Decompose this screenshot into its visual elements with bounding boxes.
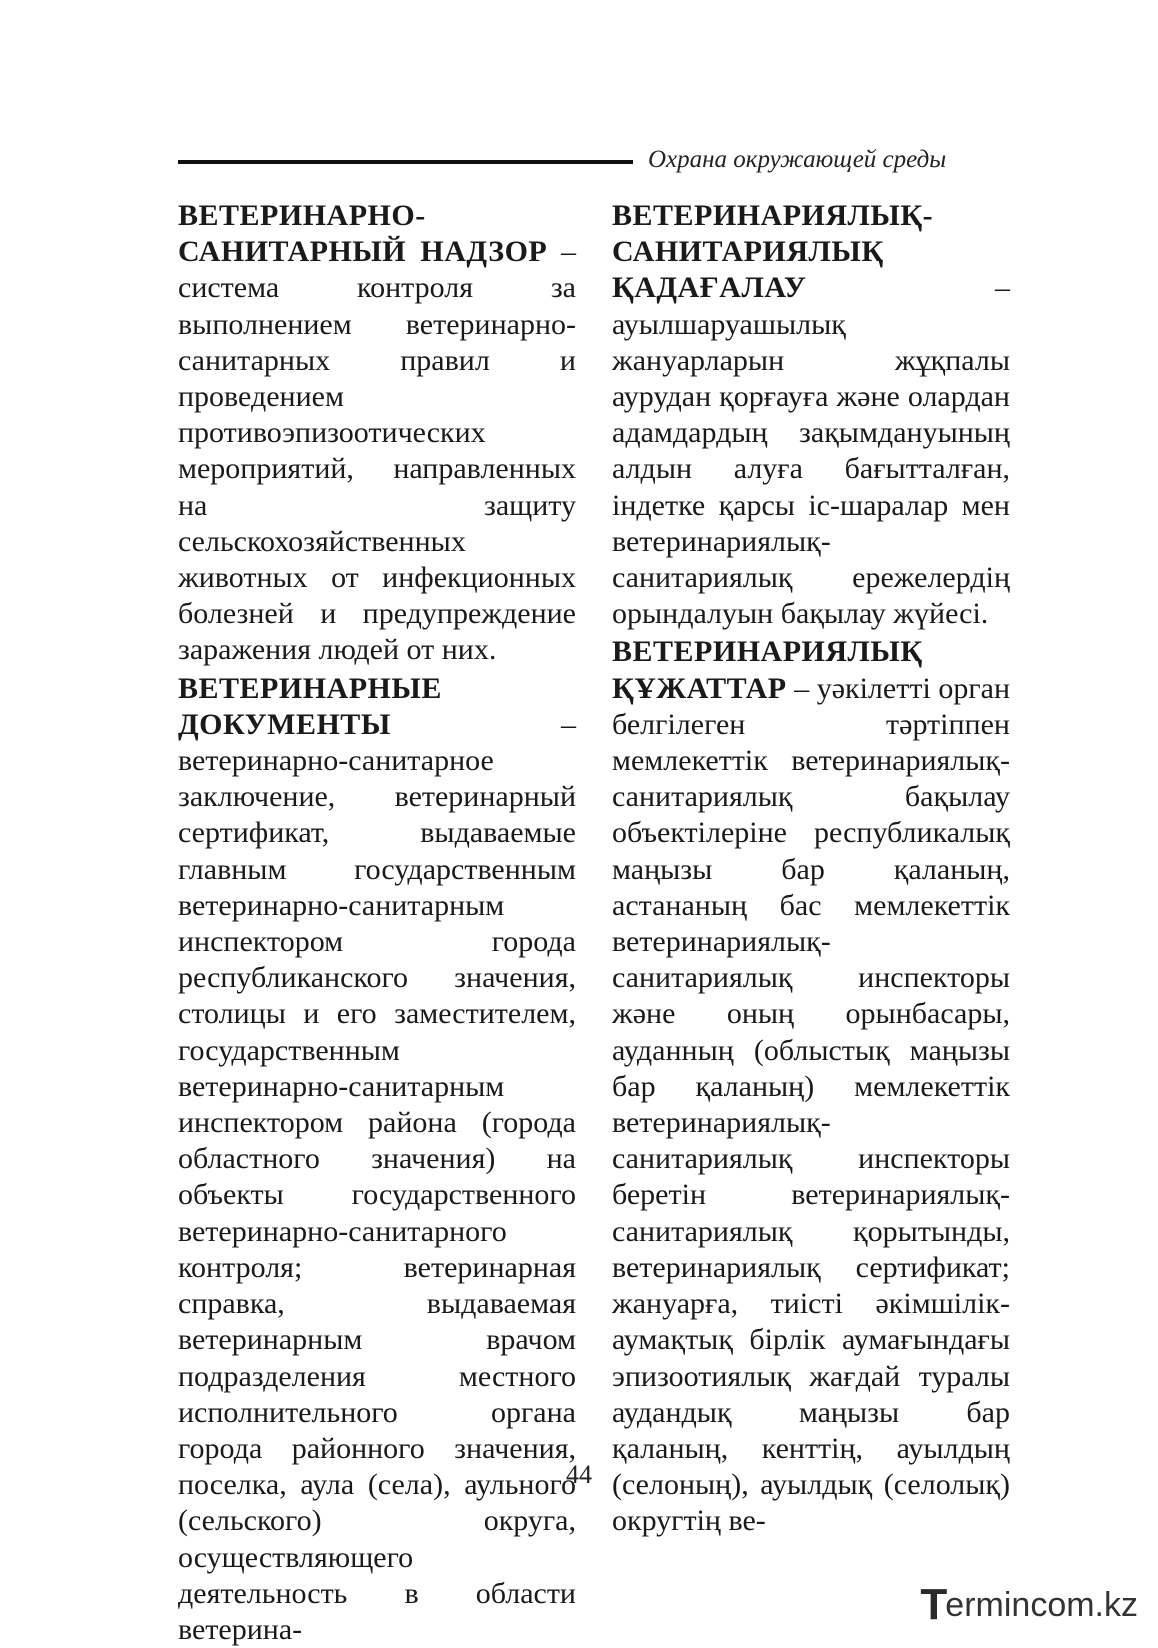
page-number: 44 xyxy=(566,1460,592,1489)
entry-term: ВЕТЕРИНАРИЯЛЫҚ ҚҰЖАТТАР xyxy=(612,635,923,705)
watermark-text: ermincom xyxy=(945,1585,1095,1624)
watermark-initial: T xyxy=(920,1580,948,1629)
header-rule xyxy=(178,160,633,164)
dictionary-entry xyxy=(178,671,576,1648)
watermark-suffix: .kz xyxy=(1094,1585,1138,1624)
dictionary-entry xyxy=(612,634,1010,1539)
entry-definition: – уәкілетті орган белгілеген тәртіппен мемлекеттік ветеринариялық-санитариялық бақылау объектілеріне республикалық маңызы бар қаланың, астананың бас мемлекеттік ветеринариялық-санитариялық инспекторы және оның орынбасары, ауданның (облыстық маңызы бар қаланың) мемлекеттік ветеринариялық-санитариялық инспекторы беретін ветеринариялық-санитариялық қорытынды, ветеринариялық сертификат; жануарға, тиісті әкімшілік-аумақтық бірлік аумағындағы эпизоотиялық жағдай туралы аудандық маңызы бар қаланың, кенттің, ауылдың (селоның), ауылдық (селолық) округтің ве- xyxy=(612,671,1010,1538)
dictionary-entry xyxy=(178,198,576,669)
entry-term: ВЕТЕРИНАРНЫЕ ДОКУМЕНТЫ xyxy=(178,671,442,741)
entry-definition: – система контроля за выполнением ветеринарно-санитарных правил и проведением противоэпизоотических мероприятий, направленных на защиту сельскохозяйственных животных от инфекционных болезней и предупреждение заражения людей от них. xyxy=(178,235,576,667)
running-header: Охрана окружающей среды xyxy=(648,146,947,173)
dictionary-entry xyxy=(612,198,1010,632)
entry-definition: – ветеринарно-санитарное заключение, ветеринарный сертификат, выдаваемые главным государственным ветеринарно-санитарным инспектором города республиканского значения, столицы и его заместителем, государственным ветеринарно-санитарным инспектором района (города областного значения) на объекты государственного ветеринарно-санитарного контроля; ветеринарная справка, выдаваемая ветеринарным врачом подразделения местного исполнительного органа города районного значения, поселка, аула (села), аульного (сельского) округа, осуществляющего деятельность в области ветерина- xyxy=(178,707,576,1646)
entry-term: ВЕТЕРИНАРНО-САНИТАРНЫЙ НАДЗОР xyxy=(178,199,548,269)
site-watermark xyxy=(920,1580,1138,1630)
entry-term: ВЕТЕРИНАРИЯЛЫҚ-САНИТАРИЯЛЫҚ ҚАДАҒАЛАУ xyxy=(612,199,934,305)
entry-definition: – ауылшаруашылық жануарларын жұқпалы аурудан қорғауға және олардан адамдардың зақымдануының алдын алуға бағытталған, індетке қарсы іс-шаралар мен ветеринариялық-санитариялық ережелердің орындалуын бақылау жүйесі. xyxy=(612,271,1010,631)
left-column xyxy=(178,198,576,1648)
right-column xyxy=(612,198,1010,1540)
